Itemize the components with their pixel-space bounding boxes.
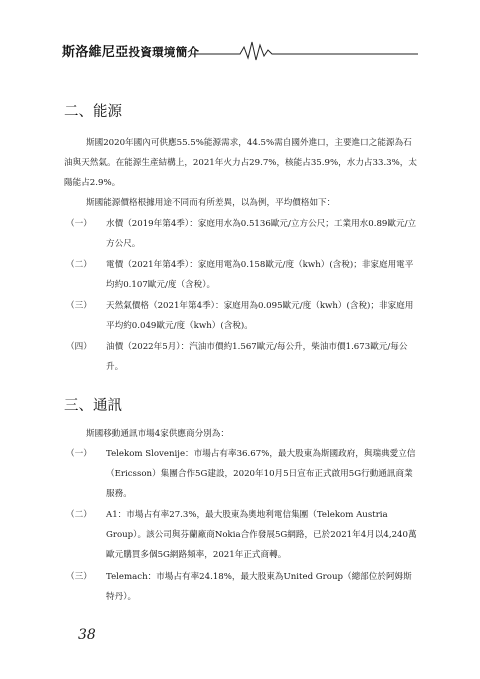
running-header: [62, 38, 418, 62]
header-country: 斯洛維尼亞: [62, 45, 129, 60]
section-heading-energy: 二、能源: [64, 104, 122, 120]
energy-item-electricity: （二） 電價（2021年第4季）：家庭用電為0.158歐元/度（kwh）(含稅)；非家庭用電平均約0.107歐元/度（含稅）。: [66, 260, 414, 290]
section-heading-telecom: 三、通訊: [64, 398, 122, 414]
telecom-item-telemach: （三） Telemach：市場占有率24.18%，最大股東為United Group（總部位於阿姆斯特丹）。: [66, 572, 412, 602]
energy-paragraph-1: 斯國2020年國內可供應55.5%能源需求，44.5%需自國外進口，主要進口之能源為石油與天然氣。在能源生產結構上，2021年火力占29.7%，核能占35.9%，水力占33.3%，太陽能占2.9%。: [64, 138, 417, 188]
page-number: 38: [78, 627, 96, 643]
telecom-item-a1: （二） A1：市場占有率27.3%，最大股東為奧地利電信集團（Telekom Austria Group）。該公司與芬蘭廠商Nokia合作發展5G網路，已於2021年4月以4,240萬歐元購買多個5G網路頻率，2021年正式商轉。: [66, 510, 417, 560]
energy-item-gas: （三） 天然氣價格（2021年第4季）：家庭用為0.095歐元/度（kwh）(含稅)；非家庭用平均約0.049歐元/度（kwh）(含稅)。: [66, 301, 414, 331]
telecom-paragraph-1: 斯國移動通訊市場4家供應商分別為：: [86, 429, 229, 439]
header-subtitle: 投資環境簡介: [128, 45, 200, 59]
energy-item-water: （一） 水價（2019年第4季）：家庭用水為0.5136歐元/立方公尺；工業用水0.89歐元/立方公尺。: [66, 219, 417, 249]
header-waveform-line: [192, 38, 418, 62]
energy-item-oil: （四） 油價（2022年5月）：汽油市價約1.567歐元/每公升，柴油市價1.673歐元/每公升。: [66, 342, 408, 372]
energy-paragraph-2: 斯國能源價格根據用途不同而有所差異，以為例，平均價格如下：: [86, 198, 336, 208]
header-title: [62, 41, 199, 60]
telecom-item-telekom-slovenije: （一） Telekom Slovenije：市場占有率36.67%，最大股東為斯國政府，與瑞典愛立信（Ericsson）集團合作5G建設，2020年10月5日宣布正式啟用5G行動通訊商業服務。: [66, 449, 416, 499]
